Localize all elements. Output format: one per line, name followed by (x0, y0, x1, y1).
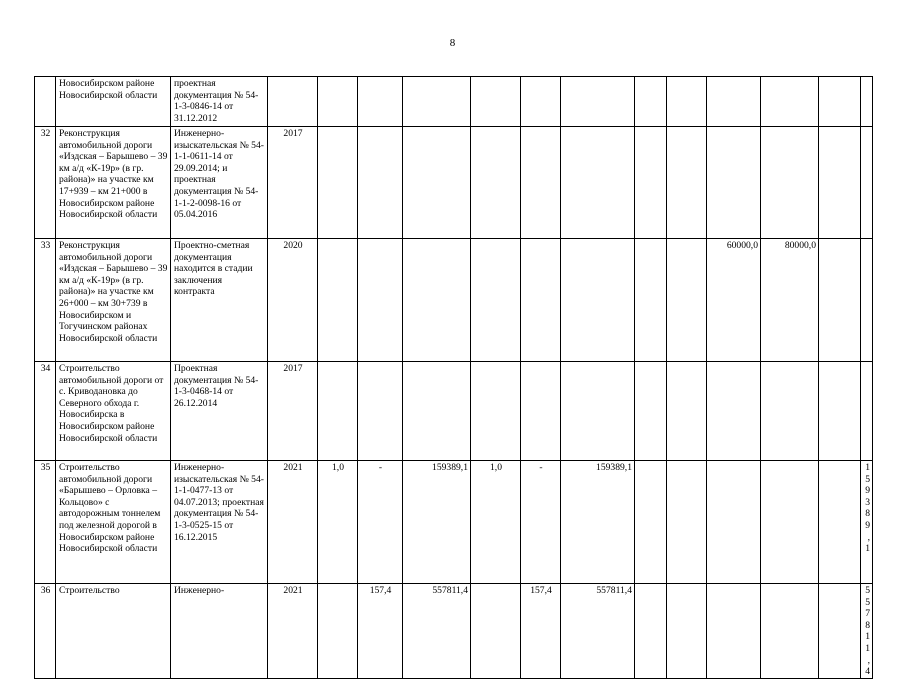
value-cell (471, 77, 521, 127)
documentation-cell: Инженерно-изыскательская № 54-1-1-0477-13 от 04.07.2013; проектная документация № 54-1-3-0525-15 от 16.12.2015 (171, 461, 268, 584)
value-cell (318, 127, 358, 239)
value-cell (761, 461, 819, 584)
object-name-cell: Строительство автомобильной дороги «Барышево – Орловка – Кольцово» с автодорожным тоннелем под железной дорогой в Новосибирском районе Новосибирской области (56, 461, 171, 584)
value-cell (635, 362, 667, 461)
value-cell (819, 362, 861, 461)
year-cell: 2017 (268, 362, 318, 461)
object-name-cell: Реконструкция автомобильной дороги «Издская – Барышево – 39 км а/д «К-19р» (в гр. района)» на участке км 17+939 – км 21+000 в Новосибирском районе Новосибирской области (56, 127, 171, 239)
row-number-cell: 36 (35, 584, 56, 679)
value-cell (761, 584, 819, 679)
value-cell: 157,4 (358, 584, 403, 679)
value-cell (819, 461, 861, 584)
value-cell (318, 362, 358, 461)
object-name-cell: Строительство (56, 584, 171, 679)
value-cell (561, 362, 635, 461)
value-cell (819, 239, 861, 362)
value-cell: 157,4 (521, 584, 561, 679)
value-cell: 159389,1 (861, 461, 873, 584)
value-cell (318, 77, 358, 127)
documentation-cell: проектная документация № 54-1-3-0846-14 от 31.12.2012 (171, 77, 268, 127)
value-cell (403, 127, 471, 239)
value-cell (561, 77, 635, 127)
row-number-cell: 33 (35, 239, 56, 362)
value-cell (861, 362, 873, 461)
value-cell (561, 127, 635, 239)
value-cell (403, 239, 471, 362)
value-cell (358, 127, 403, 239)
value-cell: - (358, 461, 403, 584)
value-cell (819, 584, 861, 679)
value-cell (667, 584, 707, 679)
value-cell (667, 239, 707, 362)
value-cell (861, 127, 873, 239)
value-cell (358, 362, 403, 461)
value-cell: 1,0 (471, 461, 521, 584)
value-cell: 557811,4 (861, 584, 873, 679)
value-cell (521, 239, 561, 362)
value-cell: 159389,1 (561, 461, 635, 584)
value-cell (561, 239, 635, 362)
value-cell (761, 127, 819, 239)
value-cell: 60000,0 (707, 239, 761, 362)
value-cell (707, 77, 761, 127)
value-cell (358, 77, 403, 127)
value-cell (403, 362, 471, 461)
year-cell: 2021 (268, 584, 318, 679)
object-name-cell: Строительство автомобильной дороги от с. Криводановка до Северного обхода г. Новосибирска в Новосибирском районе Новосибирской области (56, 362, 171, 461)
table-row (35, 127, 873, 239)
value-cell: 159389,1 (403, 461, 471, 584)
page-number: 8 (449, 37, 456, 49)
value-cell (861, 239, 873, 362)
table-row (35, 77, 873, 127)
row-number-cell (35, 77, 56, 127)
value-cell: - (521, 461, 561, 584)
value-cell (521, 362, 561, 461)
value-cell (707, 584, 761, 679)
value-cell (707, 461, 761, 584)
value-cell (819, 127, 861, 239)
value-cell (471, 362, 521, 461)
value-cell: 80000,0 (761, 239, 819, 362)
value-cell (318, 239, 358, 362)
value-cell (819, 77, 861, 127)
value-cell (471, 584, 521, 679)
value-cell (667, 461, 707, 584)
value-cell (707, 362, 761, 461)
table-row (35, 362, 873, 461)
year-cell: 2020 (268, 239, 318, 362)
table-row (35, 584, 873, 679)
value-cell (635, 461, 667, 584)
table-row (35, 239, 873, 362)
object-name-cell: Новосибирском районе Новосибирской области (56, 77, 171, 127)
row-number-cell: 32 (35, 127, 56, 239)
value-cell (635, 127, 667, 239)
value-cell: 557811,4 (561, 584, 635, 679)
row-number-cell: 35 (35, 461, 56, 584)
documentation-cell: Инженерно-изыскательская № 54-1-1-0611-14 от 29.09.2014; и проектная документация № 54-1-1-2-0098-16 от 05.04.2016 (171, 127, 268, 239)
value-cell (471, 127, 521, 239)
objects-table (34, 76, 873, 679)
documentation-cell: Инженерно- (171, 584, 268, 679)
value-cell (707, 127, 761, 239)
value-cell (318, 584, 358, 679)
year-cell: 2017 (268, 127, 318, 239)
row-number-cell: 34 (35, 362, 56, 461)
value-cell (635, 239, 667, 362)
value-cell (635, 584, 667, 679)
value-cell (403, 77, 471, 127)
value-cell: 1,0 (318, 461, 358, 584)
value-cell (667, 362, 707, 461)
documentation-cell: Проектная документация № 54-1-3-0468-14 от 26.12.2014 (171, 362, 268, 461)
value-cell (635, 77, 667, 127)
value-cell (667, 127, 707, 239)
value-cell (761, 77, 819, 127)
table-row (35, 461, 873, 584)
value-cell (521, 127, 561, 239)
value-cell (861, 77, 873, 127)
value-cell (667, 77, 707, 127)
year-cell: 2021 (268, 461, 318, 584)
object-name-cell: Реконструкция автомобильной дороги «Издская – Барышево – 39 км а/д «К-19р» (в гр. района)» на участке км 26+000 – км 30+739 в Новосибирском и Тогучинском районах Новосибирской области (56, 239, 171, 362)
value-cell: 557811,4 (403, 584, 471, 679)
value-cell (358, 239, 403, 362)
value-cell (521, 77, 561, 127)
value-cell (761, 362, 819, 461)
year-cell (268, 77, 318, 127)
documentation-cell: Проектно-сметная документация находится в стадии заключения контракта (171, 239, 268, 362)
value-cell (471, 239, 521, 362)
